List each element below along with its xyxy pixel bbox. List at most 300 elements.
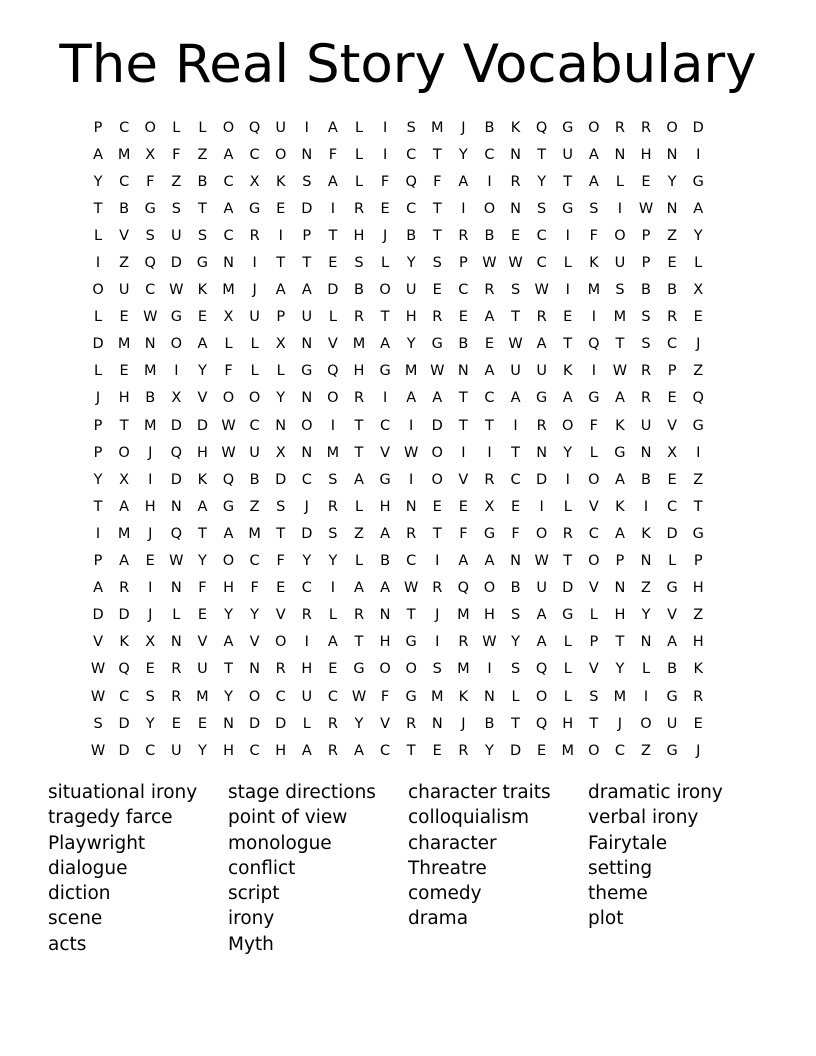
grid-letter: L (94, 309, 103, 326)
grid-letter: L (354, 498, 364, 515)
grid-row (85, 141, 711, 168)
grid-letter: S (276, 498, 286, 515)
grid-letter: J (304, 498, 309, 515)
grid-letter: R (536, 309, 547, 326)
grid-letter: C (406, 200, 417, 217)
grid-letter: C (223, 173, 234, 190)
grid-letter: Z (641, 580, 651, 597)
grid-letter: C (119, 688, 130, 705)
grid-letter: C (588, 525, 599, 542)
grid-letter: T (276, 525, 286, 542)
grid-letter: W (221, 444, 236, 461)
grid-letter: O (588, 553, 600, 570)
grid-letter: R (458, 634, 469, 651)
grid-letter: F (380, 688, 390, 705)
grid-row (85, 466, 711, 493)
word-column (588, 780, 768, 957)
grid-letter: I (643, 688, 649, 705)
grid-letter: Q (170, 444, 183, 461)
grid-letter: S (328, 471, 338, 488)
grid-letter: O (431, 471, 443, 488)
grid-letter: Z (171, 173, 182, 190)
grid-letter: I (696, 146, 701, 163)
grid-letter: O (248, 390, 261, 407)
grid-letter: K (119, 634, 129, 651)
grid-letter: B (145, 390, 156, 407)
grid-letter: O (248, 688, 261, 705)
grid-letter: A (536, 634, 547, 651)
grid-letter: H (353, 363, 365, 380)
grid-letter: W (612, 363, 628, 380)
grid-row (85, 304, 711, 331)
grid-letter: D (170, 471, 182, 488)
grid-letter: S (302, 173, 312, 190)
grid-letter: W (169, 282, 184, 299)
word-item: dialogue (48, 857, 128, 879)
grid-letter: B (197, 173, 208, 190)
grid-row (85, 520, 711, 547)
grid-letter: E (119, 309, 129, 326)
grid-letter: N (144, 336, 156, 353)
grid-letter: L (589, 607, 598, 624)
grid-letter: P (458, 255, 468, 272)
grid-letter: K (641, 525, 651, 542)
grid-letter: R (327, 498, 338, 515)
grid-letter: B (641, 282, 651, 299)
grid-letter: Q (248, 119, 261, 136)
grid-letter: J (148, 525, 153, 542)
grid-letter: S (641, 309, 651, 326)
grid-letter: H (301, 661, 313, 678)
grid-letter: G (248, 200, 261, 217)
grid-letter: Y (537, 173, 547, 190)
grid-letter: O (431, 444, 443, 461)
grid-letter: P (93, 417, 103, 434)
grid-letter: L (615, 173, 624, 190)
grid-letter: Q (327, 363, 339, 380)
grid-letter: S (171, 200, 181, 217)
grid-letter: P (276, 309, 286, 326)
grid-letter: U (536, 580, 547, 597)
word-item: colloquialism (408, 807, 529, 829)
grid-letter: C (301, 580, 312, 597)
grid-letter: O (274, 634, 287, 651)
grid-letter: U (510, 363, 521, 380)
grid-letter: T (406, 607, 416, 624)
grid-letter: Q (118, 661, 130, 678)
grid-letter: N (301, 336, 313, 353)
grid-letter: R (484, 282, 495, 299)
grid-letter: E (693, 309, 703, 326)
grid-letter: R (327, 742, 338, 759)
grid-letter: T (458, 390, 468, 407)
grid-letter: S (354, 255, 364, 272)
grid-letter: W (534, 282, 549, 299)
grid-letter: R (458, 227, 469, 244)
grid-letter: Q (222, 471, 235, 488)
grid-letter: W (638, 200, 654, 217)
grid-letter: I (330, 417, 336, 434)
grid-letter: P (641, 227, 651, 244)
grid-letter: T (615, 634, 625, 651)
grid-letter: N (666, 200, 678, 217)
grid-letter: K (197, 282, 208, 299)
grid-letter: K (275, 173, 286, 190)
grid-letter: R (301, 607, 312, 624)
grid-letter: H (275, 742, 287, 759)
word-column (408, 780, 588, 957)
grid-letter: T (485, 417, 494, 434)
grid-letter: G (536, 390, 548, 407)
grid-letter: A (301, 282, 312, 299)
grid-letter: C (275, 688, 286, 705)
grid-letter: G (588, 390, 600, 407)
grid-letter: O (614, 227, 626, 244)
grid-letter: E (667, 255, 677, 272)
grid-letter: H (223, 742, 234, 759)
grid-letter: S (432, 661, 442, 678)
grid-letter: H (692, 580, 704, 597)
grid-letter: R (275, 661, 286, 678)
grid-letter: Y (302, 553, 312, 570)
grid-letter: J (95, 390, 101, 407)
grid-letter: A (354, 580, 364, 597)
grid-letter: O (222, 553, 235, 570)
grid-letter: A (327, 119, 338, 136)
grid-letter: R (614, 119, 625, 136)
grid-letter: D (170, 417, 182, 434)
grid-letter: S (93, 715, 103, 732)
grid-letter: W (508, 336, 523, 353)
grid-letter: R (249, 227, 260, 244)
grid-letter: C (614, 742, 625, 759)
grid-letter: S (537, 200, 547, 217)
grid-letter: L (381, 255, 390, 272)
grid-letter: F (198, 580, 207, 597)
grid-row (85, 277, 711, 304)
grid-letter: M (457, 607, 470, 624)
grid-row (85, 493, 711, 520)
grid-letter: O (274, 146, 287, 163)
grid-letter: D (562, 580, 574, 597)
grid-row (85, 602, 711, 629)
word-item: dramatic irony (588, 782, 723, 803)
grid-letter: G (483, 525, 496, 542)
grid-letter: Q (692, 390, 704, 407)
grid-letter: E (432, 742, 442, 759)
grid-letter: C (380, 417, 391, 434)
grid-letter: K (615, 417, 625, 434)
grid-letter: F (589, 227, 598, 244)
grid-letter: T (589, 715, 599, 732)
grid-letter: M (561, 742, 574, 759)
grid-letter: A (614, 390, 625, 407)
grid-letter: S (197, 227, 208, 244)
grid-letter: A (380, 525, 391, 542)
grid-letter: E (171, 715, 181, 732)
grid-letter: L (328, 607, 337, 624)
grid-letter: L (354, 146, 364, 163)
grid-letter: E (328, 255, 338, 272)
grid-letter: M (457, 661, 470, 678)
grid-letter: A (197, 336, 208, 353)
grid-letter: H (118, 390, 130, 407)
grid-letter: S (510, 661, 521, 678)
grid-letter: Y (224, 688, 233, 705)
grid-letter: H (405, 309, 417, 326)
grid-letter: C (380, 742, 391, 759)
grid-letter: E (276, 200, 286, 217)
grid-letter: R (640, 119, 652, 136)
grid-letter: R (693, 688, 704, 705)
grid-letter: M (117, 336, 131, 353)
grid-letter: T (328, 227, 338, 244)
grid-letter: L (302, 715, 311, 732)
grid-letter: O (379, 661, 391, 678)
grid-letter: G (301, 363, 313, 380)
grid-letter: E (197, 607, 207, 624)
grid-letter: U (197, 661, 208, 678)
grid-letter: W (430, 363, 445, 380)
grid-letter: I (278, 227, 283, 244)
grid-letter: N (301, 146, 313, 163)
grid-letter: E (119, 363, 129, 380)
grid-letter: H (484, 607, 495, 624)
grid-letter: Q (457, 580, 470, 597)
grid-letter: S (328, 525, 338, 542)
grid-letter: D (301, 525, 313, 542)
grid-letter: H (144, 498, 156, 515)
grid-letter: U (171, 742, 182, 759)
grid-letter: F (589, 417, 598, 434)
grid-letter: E (537, 742, 547, 759)
grid-letter: X (249, 173, 260, 190)
grid-letter: I (148, 580, 153, 597)
grid-letter: I (95, 525, 101, 542)
grid-letter: A (327, 634, 338, 651)
grid-letter: L (172, 607, 181, 624)
grid-letter: T (302, 255, 312, 272)
letter-grid (85, 114, 711, 764)
grid-letter: Z (693, 363, 704, 380)
grid-letter: A (614, 525, 625, 542)
grid-letter: T (432, 200, 442, 217)
grid-row (85, 683, 711, 710)
grid-row (85, 737, 711, 764)
grid-letter: A (588, 173, 599, 190)
grid-letter: I (304, 634, 309, 651)
grid-row (85, 249, 711, 276)
grid-letter: I (487, 661, 492, 678)
grid-letter: L (276, 363, 285, 380)
grid-letter: E (145, 553, 155, 570)
grid-letter: I (409, 471, 414, 488)
grid-letter: N (457, 363, 469, 380)
word-item: situational irony (48, 782, 198, 803)
grid-letter: H (379, 498, 391, 515)
grid-row (85, 385, 711, 412)
grid-letter: M (117, 525, 131, 542)
grid-letter: L (641, 661, 651, 678)
grid-letter: A (667, 634, 678, 651)
grid-letter: Z (667, 227, 678, 244)
grid-row (85, 331, 711, 358)
grid-letter: N (301, 444, 313, 461)
grid-letter: A (223, 634, 234, 651)
grid-letter: W (221, 417, 236, 434)
grid-letter: L (563, 688, 572, 705)
grid-letter: M (431, 688, 444, 705)
grid-letter: D (249, 715, 261, 732)
grid-letter: Y (693, 227, 703, 244)
grid-letter: W (90, 688, 106, 705)
grid-letter: Y (615, 661, 625, 678)
grid-letter: Y (511, 634, 520, 651)
grid-letter: Q (405, 173, 417, 190)
grid-letter: X (119, 471, 130, 488)
grid-letter: W (90, 661, 106, 678)
grid-letter: V (380, 715, 391, 732)
grid-letter: V (588, 580, 599, 597)
grid-letter: G (379, 471, 391, 488)
grid-letter: K (197, 471, 208, 488)
grid-letter: K (562, 363, 573, 380)
grid-letter: E (667, 471, 677, 488)
grid-letter: A (562, 390, 573, 407)
grid-letter: I (696, 444, 701, 461)
grid-letter: N (223, 715, 234, 732)
grid-letter: S (145, 688, 155, 705)
grid-letter: I (435, 553, 440, 570)
grid-letter: J (382, 227, 388, 244)
grid-letter: S (615, 282, 625, 299)
grid-letter: L (94, 363, 103, 380)
grid-letter: H (640, 146, 652, 163)
grid-letter: J (617, 715, 623, 732)
grid-letter: Y (641, 607, 651, 624)
grid-letter: V (588, 661, 599, 678)
grid-letter: U (666, 715, 678, 732)
grid-letter: G (405, 634, 417, 651)
grid-letter: X (693, 282, 704, 299)
word-item: tragedy farce (48, 807, 173, 829)
grid-letter: Q (588, 336, 600, 353)
grid-letter: D (666, 525, 678, 542)
grid-letter: L (224, 336, 233, 353)
grid-letter: C (249, 146, 260, 163)
grid-letter: G (562, 119, 574, 136)
grid-letter: U (301, 688, 313, 705)
grid-letter: A (223, 200, 234, 217)
grid-letter: A (510, 390, 521, 407)
grid-letter: E (432, 282, 442, 299)
grid-letter: X (275, 336, 286, 353)
grid-letter: V (327, 336, 338, 353)
grid-letter: A (119, 498, 130, 515)
grid-letter: W (508, 255, 523, 272)
grid-letter: F (224, 363, 233, 380)
grid-letter: N (510, 146, 521, 163)
grid-letter: Z (641, 742, 651, 759)
word-item: Fairytale (588, 832, 668, 854)
grid-letter: P (641, 255, 651, 272)
grid-letter: J (461, 715, 466, 732)
grid-letter: I (565, 227, 570, 244)
grid-letter: R (406, 715, 417, 732)
grid-letter: R (536, 417, 547, 434)
grid-letter: A (119, 553, 130, 570)
grid-letter: W (143, 309, 158, 326)
grid-letter: Q (535, 661, 548, 678)
grid-letter: Y (328, 553, 338, 570)
grid-letter: J (696, 742, 701, 759)
grid-letter: C (145, 742, 156, 759)
grid-letter: I (461, 444, 466, 461)
grid-letter: B (641, 471, 651, 488)
grid-letter: U (536, 363, 547, 380)
grid-letter: P (93, 119, 103, 136)
grid-letter: I (591, 309, 596, 326)
grid-letter: M (587, 282, 601, 299)
grid-letter: L (354, 553, 364, 570)
grid-letter: D (118, 607, 130, 624)
grid-letter: E (484, 336, 495, 353)
grid-letter: U (640, 417, 652, 434)
grid-letter: G (379, 363, 391, 380)
grid-letter: G (562, 200, 574, 217)
grid-letter: O (92, 282, 104, 299)
page-title: The Real Story Vocabulary (59, 34, 757, 95)
grid-letter: L (354, 119, 364, 136)
grid-letter: L (94, 227, 103, 244)
grid-letter: D (170, 255, 182, 272)
grid-letter: C (510, 471, 521, 488)
grid-letter: G (692, 173, 704, 190)
grid-letter: B (380, 553, 391, 570)
grid-letter: C (119, 119, 130, 136)
grid-letter: V (667, 607, 678, 624)
grid-letter: Y (406, 255, 416, 272)
grid-letter: W (534, 553, 549, 570)
grid-letter: O (562, 417, 574, 434)
grid-letter: N (614, 146, 626, 163)
grid-letter: B (119, 200, 130, 217)
word-item: verbal irony (588, 807, 699, 829)
grid-letter: N (170, 634, 182, 651)
grid-letter: C (145, 282, 156, 299)
grid-letter: N (405, 498, 417, 515)
grid-letter: T (458, 417, 468, 434)
grid-letter: D (509, 742, 522, 759)
grid-letter: A (588, 146, 599, 163)
grid-letter: I (95, 255, 101, 272)
grid-letter: C (406, 553, 417, 570)
grid-letter: U (118, 282, 130, 299)
grid-letter: R (484, 471, 495, 488)
grid-letter: C (406, 146, 417, 163)
grid-letter: X (484, 498, 495, 515)
grid-letter: N (640, 634, 652, 651)
grid-letter: S (641, 336, 651, 353)
grid-letter: O (301, 417, 313, 434)
grid-letter: A (432, 390, 443, 407)
grid-letter: P (693, 553, 703, 570)
grid-letter: J (435, 607, 440, 624)
word-item: acts (48, 933, 87, 955)
grid-letter: V (458, 471, 469, 488)
grid-letter: T (432, 525, 442, 542)
word-item: setting (588, 857, 653, 879)
